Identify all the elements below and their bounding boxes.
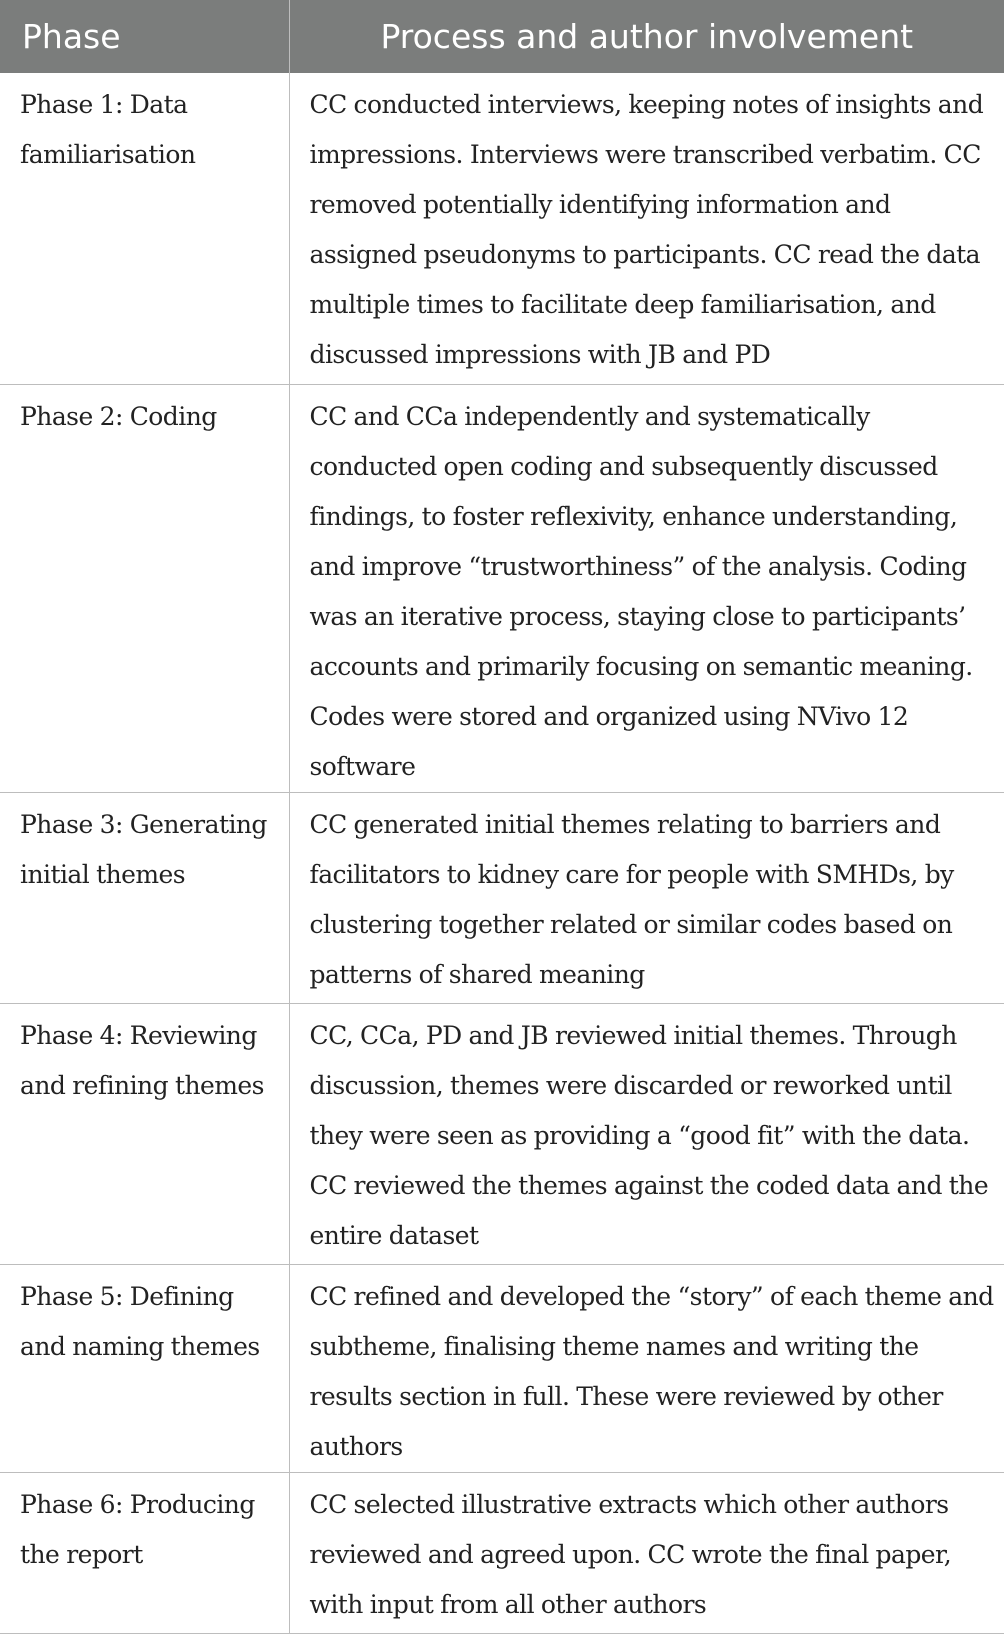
header-process: Process and author involvement [289,0,1004,73]
table-row [0,73,1004,384]
phase-cell: Phase 3: Generating initial themes [0,792,289,1003]
header-phase: Phase [0,0,289,73]
header-row [0,0,1004,73]
phase-cell: Phase 2: Coding [0,384,289,792]
phase-cell: Phase 4: Reviewing and refining themes [0,1003,289,1264]
process-cell: CC, CCa, PD and JB reviewed initial themes. Through discussion, themes were discarded or reworked until they were seen as providing a “good fit” with the data. CC reviewed the themes against the coded data and the entire dataset [289,1003,1004,1264]
process-cell: CC selected illustrative extracts which other authors reviewed and agreed upon. CC wrote the final paper, with input from all other authors [289,1472,1004,1633]
phase-cell: Phase 5: Defining and naming themes [0,1264,289,1472]
table-row [0,1264,1004,1472]
table-row [0,792,1004,1003]
process-cell: CC conducted interviews, keeping notes of insights and impressions. Interviews were transcribed verbatim. CC removed potentially identifying information and assigned pseudonyms to participants. CC read the data multiple times to facilitate deep familiarisation, and discussed impressions with JB and PD [289,73,1004,384]
process-cell: CC refined and developed the “story” of each theme and subtheme, finalising theme names and writing the results section in full. These were reviewed by other authors [289,1264,1004,1472]
process-cell: CC generated initial themes relating to barriers and facilitators to kidney care for people with SMHDs, by clustering together related or similar codes based on patterns of shared meaning [289,792,1004,1003]
table-row [0,1472,1004,1633]
phase-cell: Phase 1: Data familiarisation [0,73,289,384]
process-cell: CC and CCa independently and systematically conducted open coding and subsequently discussed findings, to foster reflexivity, enhance understanding, and improve “trustworthiness” of the analysis. Coding was an iterative process, staying close to participants’ accounts and primarily focusing on semantic meaning. Codes were stored and organized using NVivo 12 software [289,384,1004,792]
table-row [0,1003,1004,1264]
table-body [0,73,1004,1633]
table-header [0,0,1004,73]
phase-cell: Phase 6: Producing the report [0,1472,289,1633]
table-row [0,384,1004,792]
